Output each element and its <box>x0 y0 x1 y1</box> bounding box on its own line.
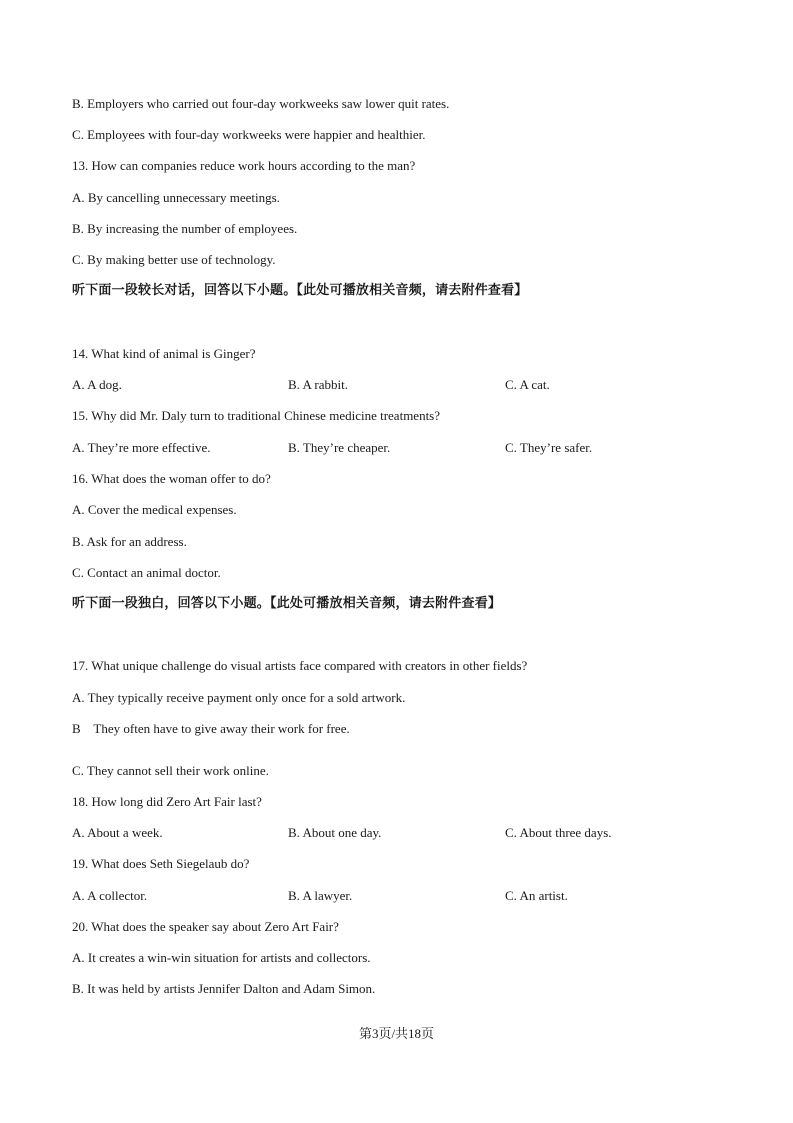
question-20-text: 20. What does the speaker say about Zero Art Fair? <box>72 919 339 934</box>
question-18-option-c: C. About three days. <box>505 825 612 840</box>
question-19-option-b: B. A lawyer. <box>288 888 353 903</box>
question-17-text: 17. What unique challenge do visual artists face compared with creators in other fields? <box>72 658 528 673</box>
question-12-option-c: C. Employees with four-day workweeks were happier and healthier. <box>72 127 426 142</box>
question-12-option-b: B. Employers who carried out four-day workweeks saw lower quit rates. <box>72 96 450 111</box>
question-19-option-a: A. A collector. <box>72 888 148 903</box>
question-17-option-c: C. They cannot sell their work online. <box>72 763 269 778</box>
question-15-options <box>72 440 732 456</box>
question-16-text: 16. What does the woman offer to do? <box>72 471 271 486</box>
question-15-option-c: C. They’re safer. <box>505 440 593 455</box>
question-14-options <box>72 377 732 393</box>
question-14-text: 14. What kind of animal is Ginger? <box>72 346 256 361</box>
question-14-option-b: B. A rabbit. <box>288 377 348 392</box>
question-18-option-b: B. About one day. <box>288 825 382 840</box>
listening-instruction-dialogue: 听下面一段较长对话，回答以下小题。【此处可播放相关音频，请去附件查看】 <box>72 283 528 298</box>
question-16-option-a: A. Cover the medical expenses. <box>72 502 237 517</box>
question-20-option-b: B. It was held by artists Jennifer Dalton and Adam Simon. <box>72 981 376 996</box>
question-18-option-a: A. About a week. <box>72 825 163 840</box>
question-17-option-a: A. They typically receive payment only once for a sold artwork. <box>72 690 406 705</box>
page-number-footer: 第3页/共18页 <box>358 1026 435 1041</box>
listening-instruction-monologue: 听下面一段独白，回答以下小题。【此处可播放相关音频，请去附件查看】 <box>72 596 502 611</box>
question-16-option-b: B. Ask for an address. <box>72 534 187 549</box>
question-16-option-c: C. Contact an animal doctor. <box>72 565 221 580</box>
question-13-option-a: A. By cancelling unnecessary meetings. <box>72 190 280 205</box>
question-19-text: 19. What does Seth Siegelaub do? <box>72 856 250 871</box>
question-20-option-a: A. It creates a win-win situation for artists and collectors. <box>72 950 371 965</box>
question-14-option-a: A. A dog. <box>72 377 122 392</box>
question-15-text: 15. Why did Mr. Daly turn to traditional Chinese medicine treatments? <box>72 408 441 423</box>
question-19-options <box>72 888 732 904</box>
question-13-text: 13. How can companies reduce work hours according to the man? <box>72 158 416 173</box>
question-17-option-b: B They often have to give away their work for free. <box>72 721 350 736</box>
question-18-options <box>72 825 732 841</box>
question-19-option-c: C. An artist. <box>505 888 568 903</box>
question-13-option-b: B. By increasing the number of employees. <box>72 221 298 236</box>
question-13-option-c: C. By making better use of technology. <box>72 252 276 267</box>
question-15-option-b: B. They’re cheaper. <box>288 440 391 455</box>
question-14-option-c: C. A cat. <box>505 377 550 392</box>
question-18-text: 18. How long did Zero Art Fair last? <box>72 794 262 809</box>
question-15-option-a: A. They’re more effective. <box>72 440 211 455</box>
